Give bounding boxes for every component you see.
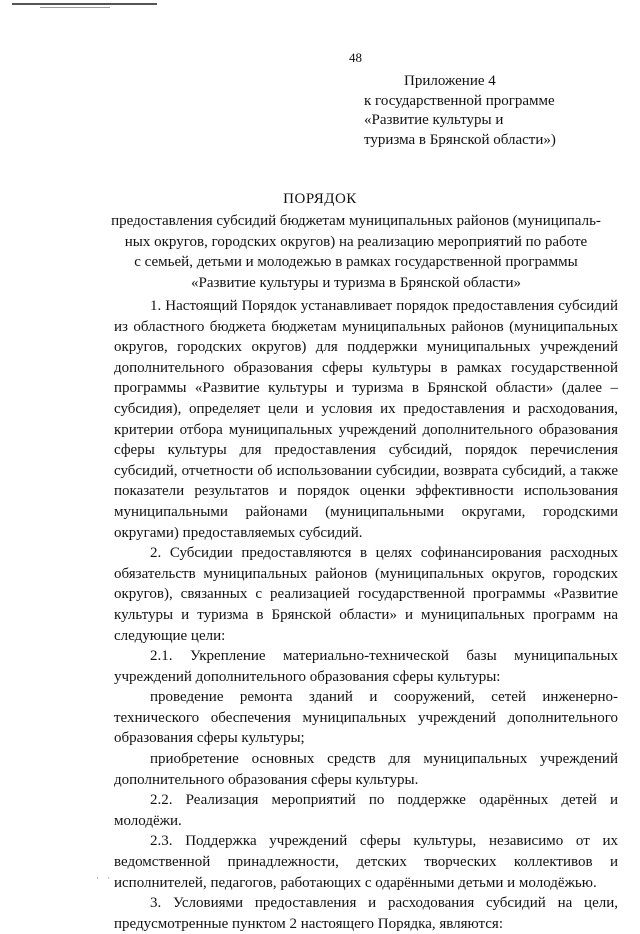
appendix-line-4: туризма в Брянской области»)	[364, 131, 556, 148]
paragraph-2: 2. Субсидии предоставляются в целях софинансирования расходных обязательств муниципальных районов (муниципальных округов, городских округов), связанных с реализацией государственной программы «Развитие культуры и туризма в Брянской области» и муниципальных программ на следующие цели:	[114, 545, 618, 644]
document-title: ПОРЯДОК	[283, 191, 357, 207]
paragraph-2-2: 2.2. Реализация мероприятий по поддержке одарённых детей и молодёжи.	[114, 792, 618, 829]
appendix-line-3: «Развитие культуры и	[364, 112, 504, 128]
document-body	[114, 296, 618, 934]
paragraph-2-1: 2.1. Укрепление материально-технической базы муниципальных учреждений дополнительного образования сферы культуры:	[114, 648, 618, 685]
document-subtitle	[96, 211, 616, 293]
paragraph-3: 3. Условиями предоставления и расходования субсидий на цели, предусмотренные пунктом 2 настоящего Порядка, являются:	[114, 895, 618, 932]
appendix-block	[364, 72, 556, 150]
scan-artifact: · ·	[96, 873, 114, 883]
subtitle-line-1: предоставления субсидий бюджетам муниципальных районов (муниципаль-	[111, 213, 601, 229]
subtitle-line-4: «Развитие культуры и туризма в Брянской области»	[190, 274, 522, 291]
appendix-line-2: к государственной программе	[364, 92, 555, 109]
appendix-line-1: Приложение 4	[404, 73, 496, 89]
page-number: 48	[349, 50, 362, 65]
paragraph-2-1-item-repair: проведение ремонта зданий и сооружений, сетей инженерно-технического обеспечения муниципальных учреждений дополнительного образования сферы культуры;	[114, 689, 618, 747]
subtitle-line-2: ных округов, городских округов) на реализацию мероприятий по работе	[124, 233, 588, 250]
subtitle-line-3: с семьей, детьми и молодежью в рамках государственной программы	[134, 254, 578, 270]
paragraph-2-3: 2.3. Поддержка учреждений сферы культуры, независимо от их ведомственной принадлежности, детских творческих коллективов и исполнителей, педагогов, работающих с одарёнными детьми и молодёжью.	[114, 833, 618, 891]
paragraph-1: 1. Настоящий Порядок устанавливает порядок предоставления субсидий из областного бюджета бюджетам муниципальных районов (муниципальных округов, городских округов) для поддержки муниципальных учреждений дополнительного образования сферы культуры в рамках государственной программы «Развитие культуры и туризма в Брянской области» (далее – субсидия), определяет цели и условия их предоставления и расходования, критерии отбора муниципальных учреждений дополнительного образования сферы культуры для предоставления субсидий, порядок перечисления субсидий, отчетности об использовании субсидии, возврата субсидий, а также показатели результатов и порядок оценки эффективности использования муниципальными районами (муниципальными округами, городскими округами) предоставляемых субсидий.	[114, 298, 618, 541]
scan-edge-line-short	[40, 7, 110, 8]
paragraph-2-1-item-purchase: приобретение основных средств для муниципальных учреждений дополнительного образования сферы культуры.	[114, 751, 618, 788]
scan-edge-line	[12, 3, 157, 5]
